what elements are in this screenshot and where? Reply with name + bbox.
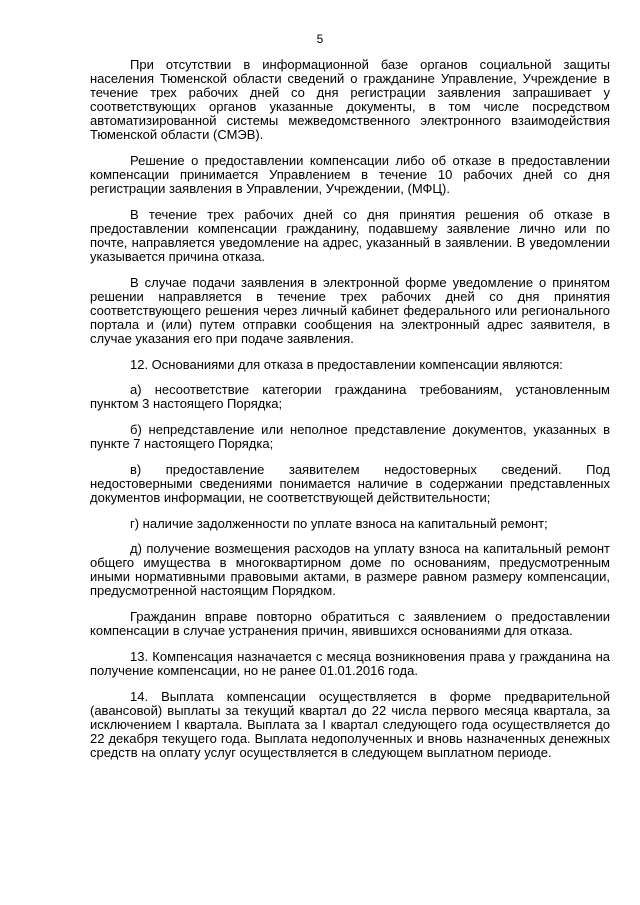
- paragraph-reapply: Гражданин вправе повторно обратиться с заявлением о предоставлении компенсации в случае устранения причин, явившихся основаниями для отказа.: [90, 609, 610, 638]
- paragraph-item-12: 12. Основаниями для отказа в предоставлении компенсации являются:: [130, 357, 563, 372]
- paragraph-smev-request: При отсутствии в информационной базе органов социальной защиты населения Тюменской области сведений о гражданине Управление, Учреждение в течение трех рабочих дней со дня регистрации заявления запрашивает у соответствующих органов указанные документы, в том числе посредством автоматизированной системы межведомственного электронного взаимодействия Тюменской области (СМЭВ).: [90, 57, 610, 142]
- paragraph-electronic-notice: В случае подачи заявления в электронной форме уведомление о принятом решении направляется в течение трех рабочих дней со дня принятия соответствующего решения через личный кабинет федерального или регионального портала и (или) путем отправки сообщения на электронный адрес заявителя, в случае указания его при подаче заявления.: [90, 275, 610, 346]
- paragraph-item-13: 13. Компенсация назначается с месяца возникновения права у гражданина на получение компенсации, но не ранее 01.01.2016 года.: [90, 649, 610, 678]
- paragraph-refusal-notice: В течение трех рабочих дней со дня принятия решения об отказе в предоставлении компенсации гражданину, подавшему заявление лично или по почте, направляется уведомление на адрес, указанный в заявлении. В уведомлении указывается причина отказа.: [90, 207, 610, 264]
- paragraph-item-12a: а) несоответствие категории гражданина требованиям, установленным пунктом 3 настоящего Порядка;: [90, 382, 610, 411]
- paragraph-item-12v: в) предоставление заявителем недостоверных сведений. Под недостоверными сведениями понимается наличие в содержании представленных документов информации, не соответствующей действительности;: [90, 462, 610, 505]
- paragraph-item-12g: г) наличие задолженности по уплате взноса на капитальный ремонт;: [130, 516, 548, 531]
- paragraph-item-14: 14. Выплата компенсации осуществляется в форме предварительной (авансовой) выплаты за текущий квартал до 22 числа первого месяца квартала, за исключением I квартала. Выплата за I квартал следующего года осуществляется до 22 декабря текущего года. Выплата недополученных и вновь назначенных денежных средств на оплату услуг осуществляется в следующем выплатном периоде.: [90, 689, 610, 760]
- page-number: 5: [316, 32, 324, 46]
- document-body: [90, 58, 610, 772]
- paragraph-item-12d: д) получение возмещения расходов на уплату взноса на капитальный ремонт общего имущества в многоквартирном доме по основаниям, предусмотренным иными нормативными правовыми актами, в размере равном размеру компенсации, предусмотренной настоящим Порядком.: [90, 541, 610, 598]
- paragraph-decision: Решение о предоставлении компенсации либо об отказе в предоставлении компенсации принимается Управлением в течение 10 рабочих дней со дня регистрации заявления в Управлении, Учреждении, (МФЦ).: [90, 153, 610, 196]
- paragraph-item-12b: б) непредставление или неполное представление документов, указанных в пункте 7 настоящего Порядка;: [90, 422, 610, 451]
